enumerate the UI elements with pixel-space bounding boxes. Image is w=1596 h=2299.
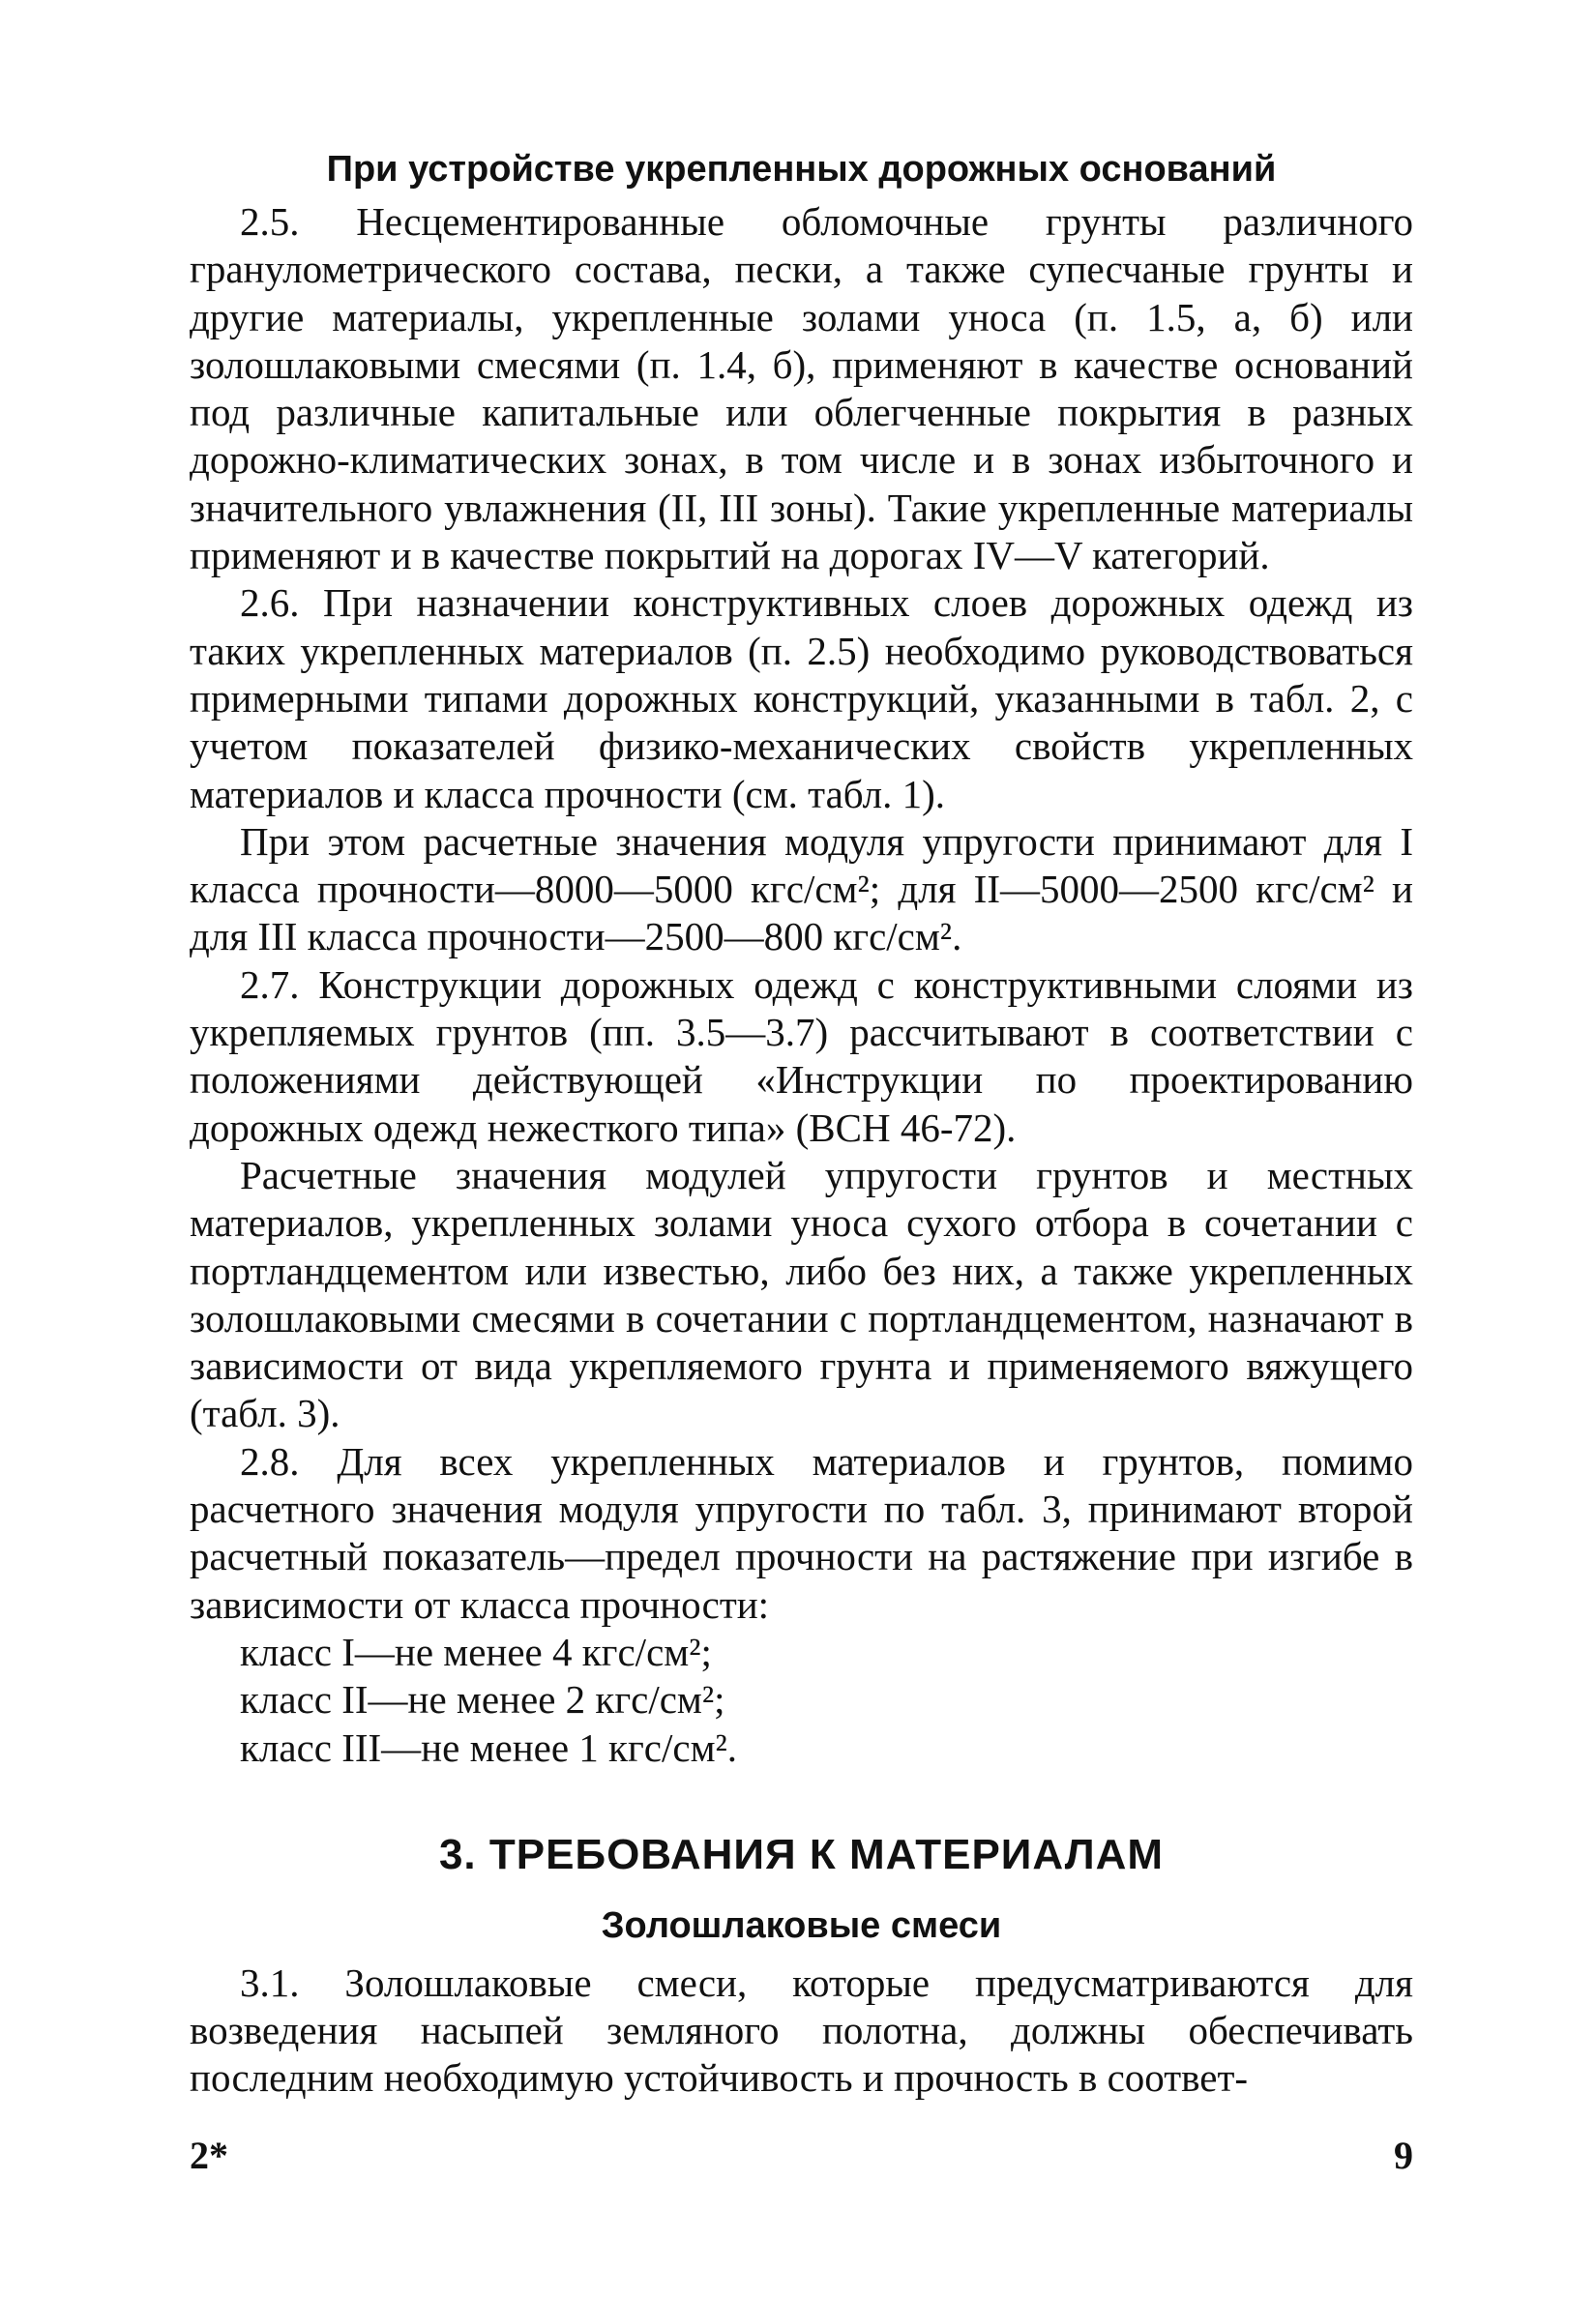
paragraph-3-1: 3.1. Золошлаковые смеси, которые предусматриваются для возведения насыпей земляного полотна, должны обеспечивать последним необходимую устойчивость и прочность в соответ- bbox=[190, 1960, 1413, 2101]
paragraph-calc-values: Расчетные значения модулей упругости грунтов и местных материалов, укрепленных золами уноса сухого отбора в сочетании с портландцементом или известью, либо без них, а также укрепленных золошлаковыми смесями в сочетании с портландцементом, назначают в зависимости от вида укрепляемого грунта и применяемого вяжущего (табл. 3). bbox=[190, 1152, 1413, 1436]
paragraph-2-8: 2.8. Для всех укрепленных материалов и грунтов, помимо расчетного значения модуля упругости по табл. 3, принимают второй расчетный показатель—предел прочности на растяжение при изгибе в зависимости от класса прочности: bbox=[190, 1438, 1413, 1627]
paragraph-modulus: При этом расчетные значения модуля упругости принимают для I класса прочности—8000—5000 кгс/см²; для II—5000—2500 кгс/см² и для III класса прочности—2500—800 кгс/см². bbox=[190, 818, 1413, 959]
class-list-item: класс I—не менее 4 кгс/см²; bbox=[240, 1629, 712, 1674]
page-content bbox=[190, 145, 1413, 2103]
class-list bbox=[190, 1629, 1413, 1772]
paragraph-2-5: 2.5. Несцементированные обломочные грунты различного гранулометрического состава, пески, а также супесчаные грунты и другие материалы, укрепленные золами уноса (п. 1.5, а, б) или золошлаковыми смесями (п. 1.4, б), применяют в качестве оснований под различные капитальные или облегченные покрытия в разных дорожно-климатических зонах, в том числе и в зонах избыточного и значительного увлажнения (II, III зоны). Такие укрепленные материалы применяют и в качестве покрытий на дорогах IV—V категорий. bbox=[190, 199, 1413, 578]
paragraph-2-6: 2.6. При назначении конструктивных слоев дорожных одежд из таких укрепленных материалов (п. 2.5) необходимо руководствоваться примерными типами дорожных конструкций, указанными в табл. 2, с учетом показателей физико-механических свойств укрепленных материалов и класса прочности (см. табл. 1). bbox=[190, 580, 1413, 816]
paragraph-2-7: 2.7. Конструкции дорожных одежд с конструктивными слоями из укрепляемых грунтов (пп. 3.5—3.7) рассчитывают в соответствии с положениями действующей «Инструкции по проектированию дорожных одежд нежесткого типа» (ВСН 46-72). bbox=[190, 961, 1413, 1150]
page-number: 9 bbox=[1394, 2134, 1413, 2177]
class-list-item: класс III—не менее 1 кгс/см². bbox=[240, 1724, 738, 1770]
subsection-heading: Золошлаковые смеси bbox=[601, 1904, 1002, 1946]
signature-mark: 2* bbox=[190, 2134, 228, 2177]
section-heading: При устройстве укрепленных дорожных оснований bbox=[326, 149, 1277, 190]
chapter-title: 3. ТРЕБОВАНИЯ К МАТЕРИАЛАМ bbox=[438, 1830, 1165, 1878]
class-list-item: класс II—не менее 2 кгс/см²; bbox=[240, 1677, 725, 1723]
